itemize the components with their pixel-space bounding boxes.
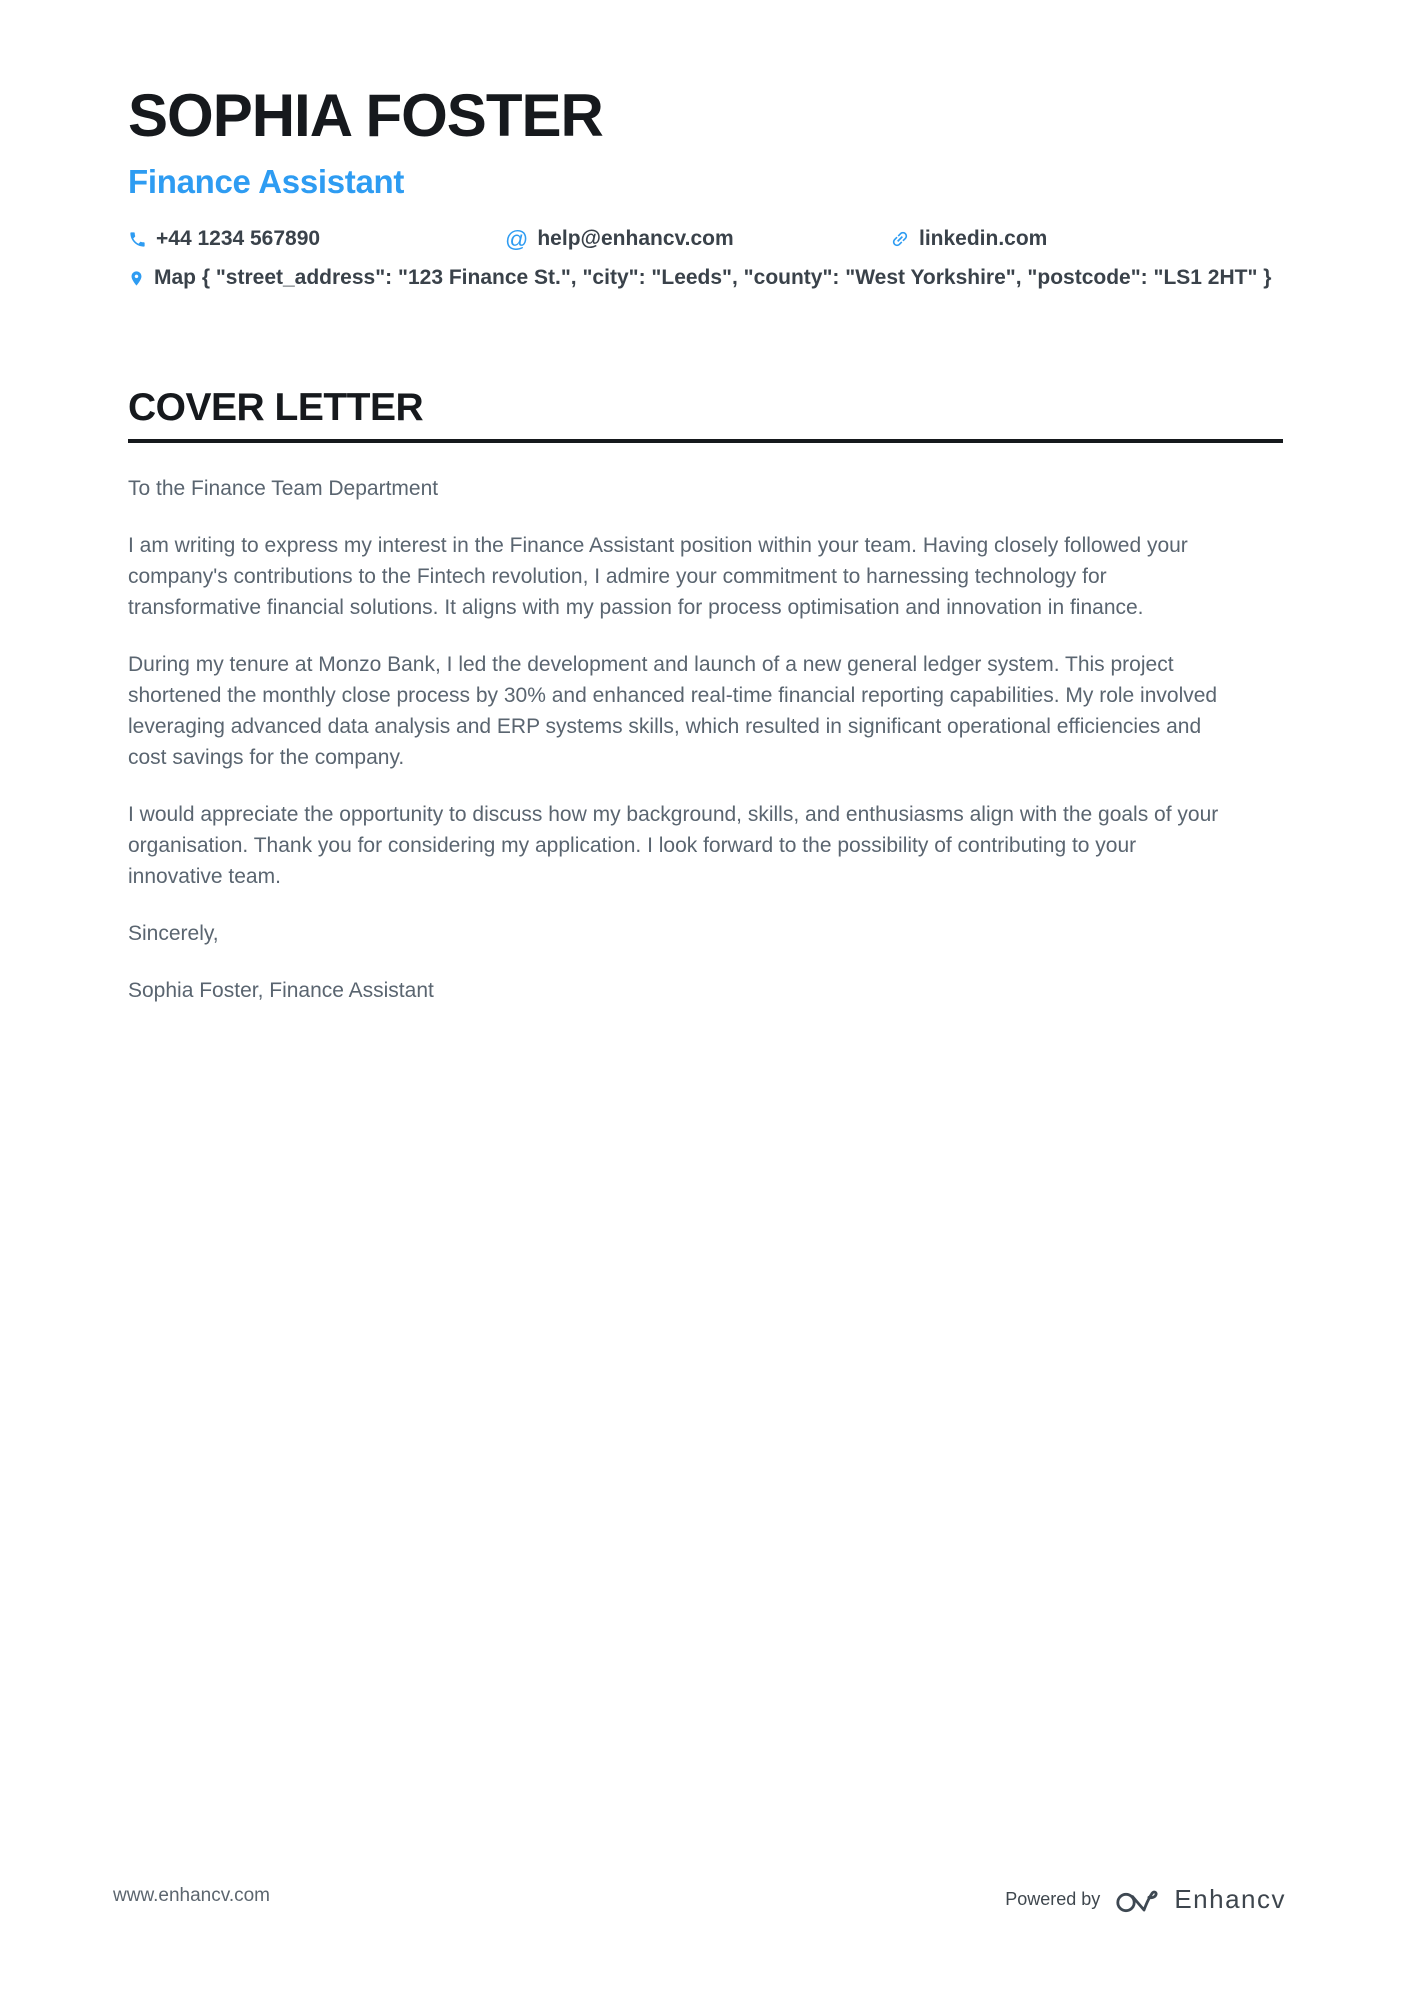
contact-address-label: Map { "street_address": "123 Finance St.", "city": "Leeds", "county": "West Yorkshire", "postcode": "LS1 2HT" } — [154, 266, 1272, 290]
contact-row — [128, 227, 1283, 251]
page-content — [128, 0, 1283, 1006]
contact-email-label: help@enhancv.com — [537, 227, 734, 251]
header — [128, 0, 1283, 290]
at-icon: @ — [505, 225, 529, 252]
job-title: Finance Assistant — [128, 163, 405, 201]
contact-email[interactable] — [505, 227, 890, 251]
paragraph-line: I am writing to express my interest in the Finance Assistant position within your team. Having closely followed your — [128, 534, 1188, 558]
contact-phone-label: +44 1234 567890 — [156, 227, 321, 251]
letter-paragraph — [128, 530, 1283, 623]
contact-linkedin-label: linkedin.com — [919, 227, 1048, 251]
letter-body — [128, 473, 1283, 1006]
contact-address[interactable] — [128, 266, 1283, 290]
letter-salutation: To the Finance Team Department — [128, 477, 439, 501]
paragraph-line: organisation. Thank you for considering my application. I look forward to the possibility of contributing to your — [128, 834, 1137, 858]
footer-website-link[interactable]: www.enhancv.com — [113, 1885, 270, 1906]
location-icon — [128, 268, 145, 289]
letter-signature: Sophia Foster, Finance Assistant — [128, 979, 434, 1003]
link-icon — [886, 225, 914, 253]
paragraph-line: I would appreciate the opportunity to discuss how my background, skills, and enthusiasms align with the goals of your — [128, 803, 1219, 827]
paragraph-line: transformative financial solutions. It aligns with my passion for process optimisation and innovation in finance. — [128, 596, 1144, 620]
paragraph-line: shortened the monthly close process by 30% and enhanced real-time financial reporting capabilities. My role involved — [128, 684, 1218, 708]
letter-paragraph — [128, 799, 1283, 892]
section-title: COVER LETTER — [128, 386, 1283, 443]
powered-by-label: Powered by — [1005, 1889, 1101, 1909]
paragraph-line: During my tenure at Monzo Bank, I led the development and launch of a new general ledger system. This project — [128, 653, 1174, 677]
enhancv-logo-icon — [1115, 1885, 1159, 1914]
contact-phone[interactable] — [128, 227, 505, 251]
phone-icon — [128, 230, 147, 249]
paragraph-line: company's contributions to the Fintech revolution, I admire your commitment to harnessing technology for — [128, 565, 1107, 589]
paragraph-line: leveraging advanced data analysis and ERP systems skills, which resulted in significant operational efficiencies and — [128, 715, 1202, 739]
paragraph-line: innovative team. — [128, 865, 281, 889]
name-heading: SOPHIA FOSTER — [128, 82, 603, 149]
letter-closing: Sincerely, — [128, 922, 219, 946]
letter-paragraph — [128, 649, 1283, 773]
paragraph-line: cost savings for the company. — [128, 746, 405, 770]
enhancv-wordmark: Enhancv — [1174, 1884, 1286, 1914]
cover-letter-section — [128, 386, 1283, 1006]
contact-linkedin[interactable] — [890, 227, 1283, 251]
powered-by-group[interactable] — [1005, 1884, 1286, 1915]
